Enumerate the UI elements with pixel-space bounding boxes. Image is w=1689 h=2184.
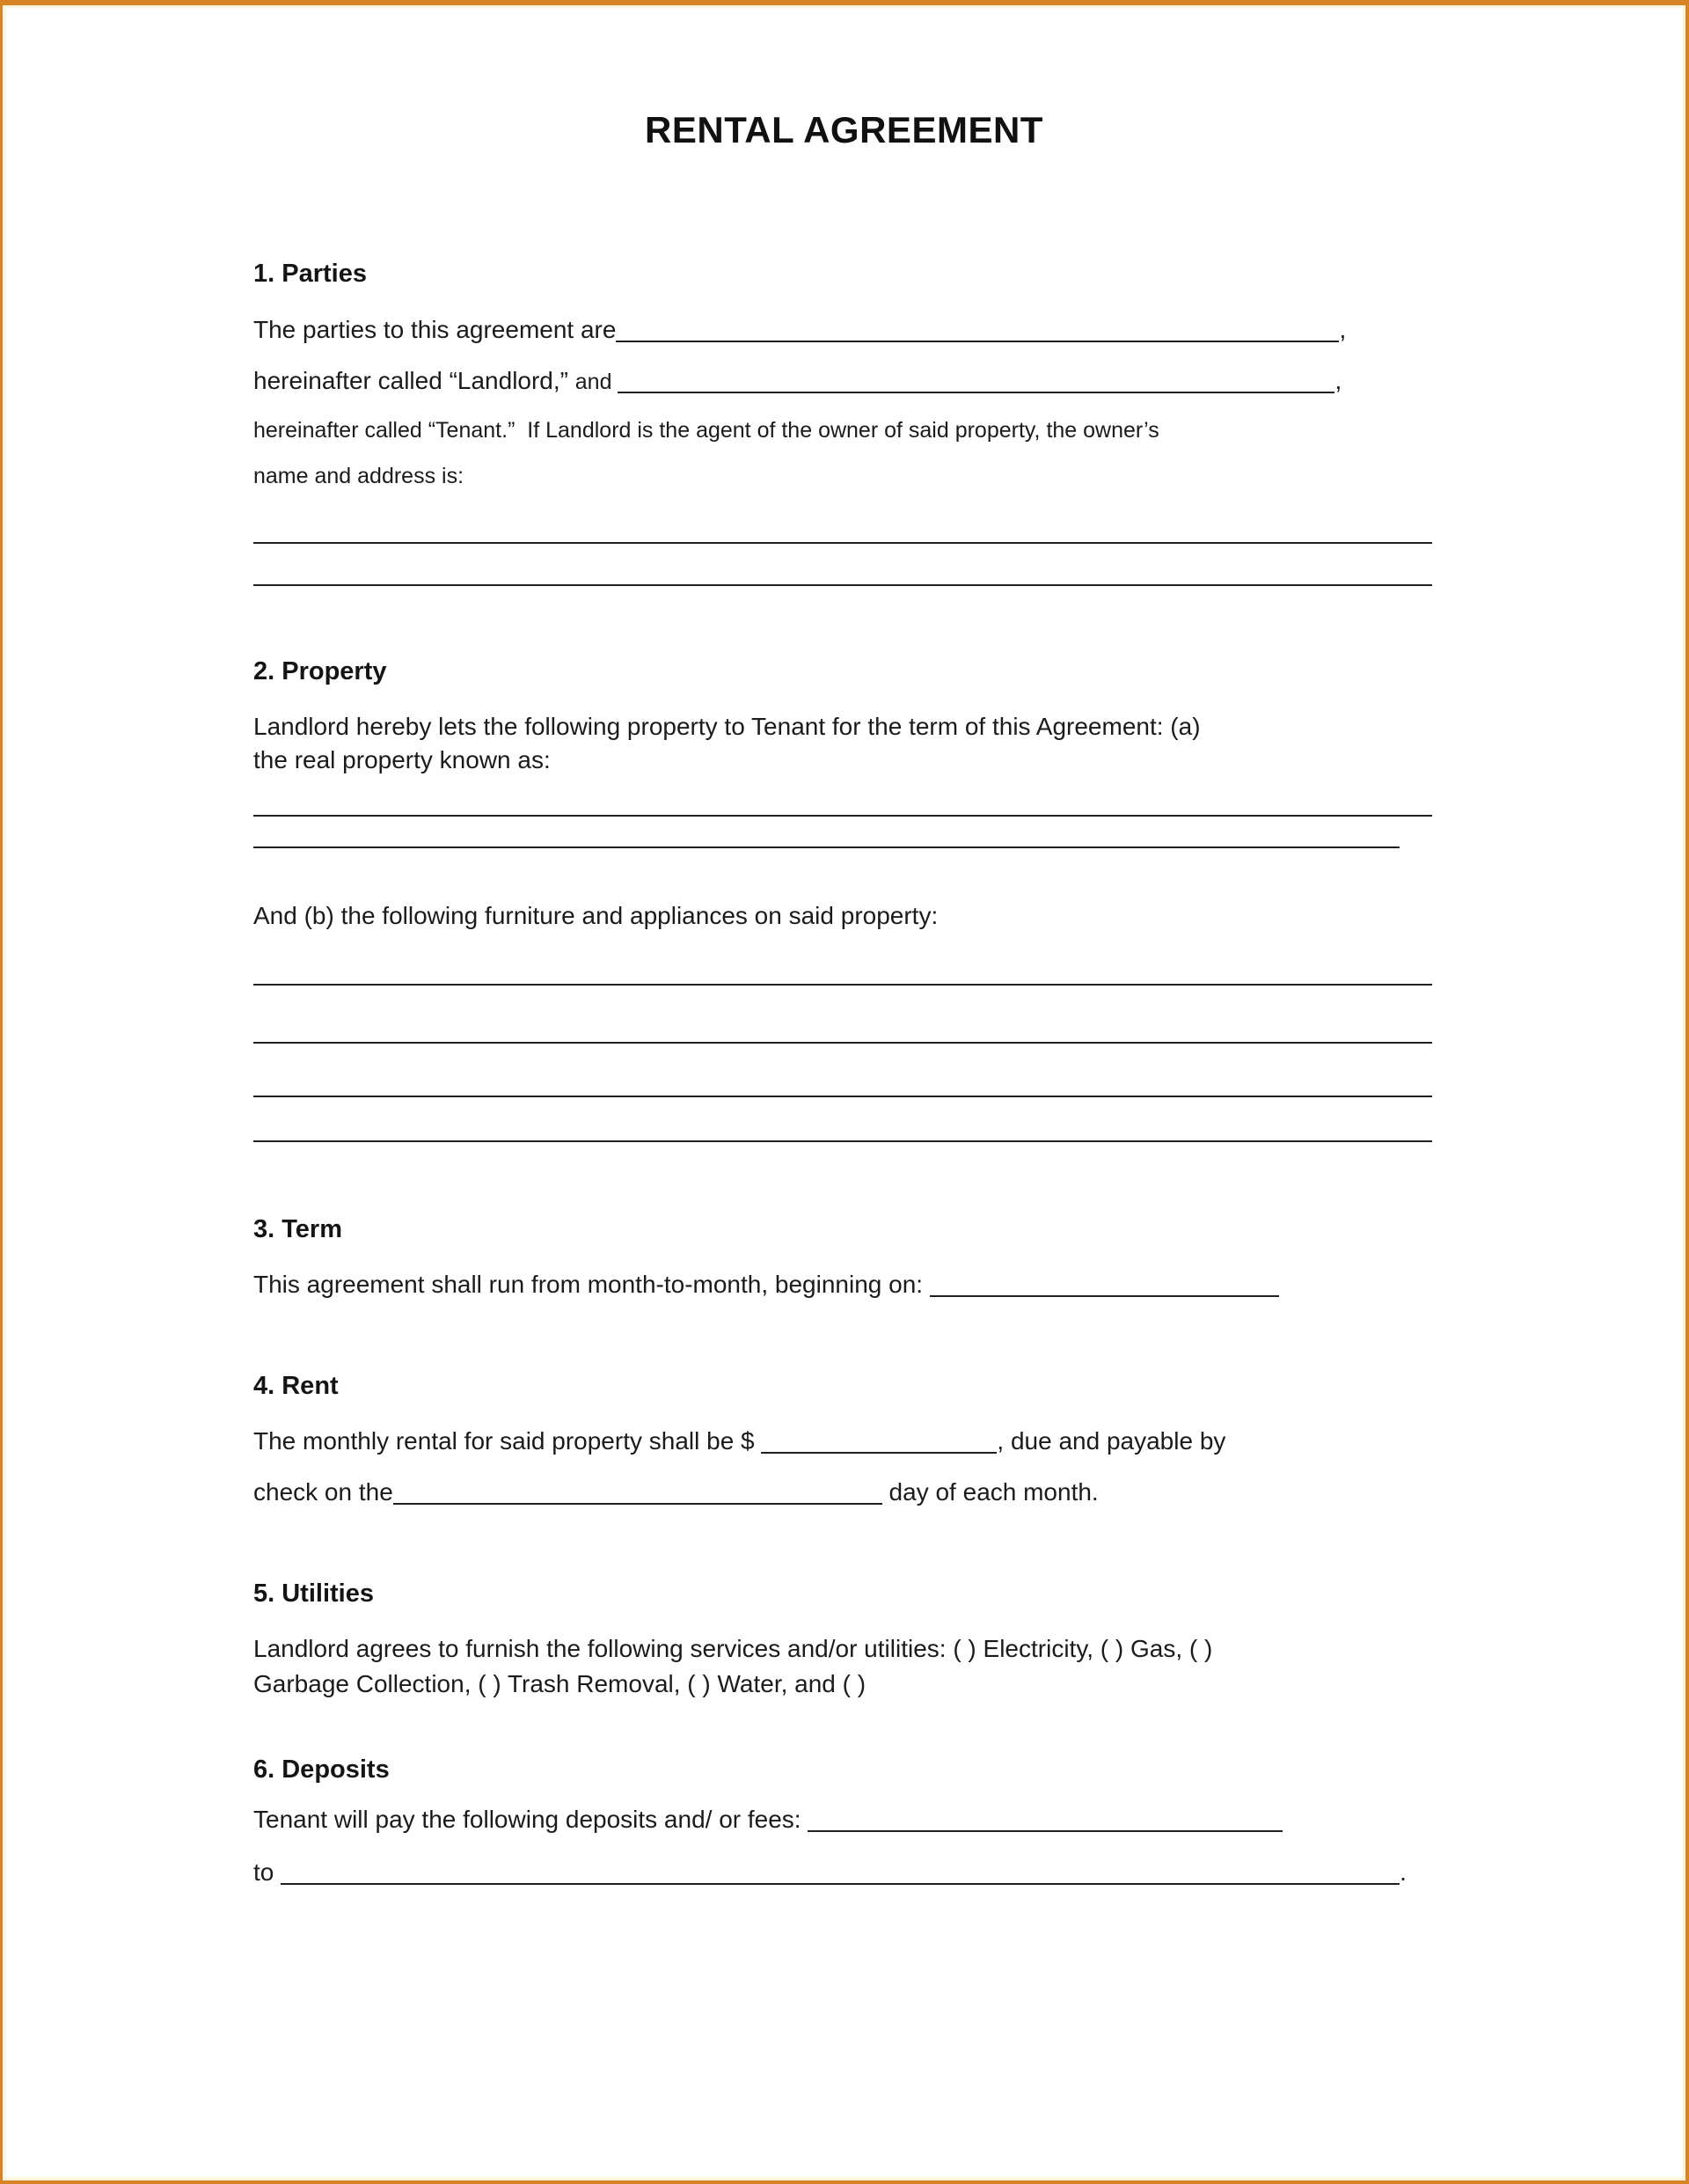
blank-rent-amount	[761, 1427, 997, 1454]
deposits-line-2-period: .	[1400, 1858, 1407, 1886]
blank-line-furniture-1	[253, 984, 1432, 986]
utilities-paragraph-line-1: Landlord agrees to furnish the following services and/or utilities: ( ) Electricity, ( ) Gas, ( )	[253, 1635, 1213, 1662]
section-heading-property: 2. Property	[253, 657, 387, 685]
rent-line-1	[253, 1426, 1225, 1456]
parties-line-3: hereinafter called “Tenant.” If Landlord is the agent of the owner of said property, the owner’s	[253, 418, 1159, 443]
blank-line-real-property-2	[253, 846, 1400, 848]
section-heading-rent: 4. Rent	[253, 1372, 339, 1400]
blank-landlord-names	[616, 316, 1339, 342]
utilities-paragraph-line-2: Garbage Collection, ( ) Trash Removal, ( ) Water, and ( )	[253, 1670, 866, 1697]
term-line	[253, 1270, 1279, 1300]
blank-tenant-names	[618, 367, 1334, 393]
parties-line-2-and: and	[574, 370, 618, 394]
section-heading-term: 3. Term	[253, 1215, 343, 1243]
rent-line-2-tail: day of each month.	[881, 1478, 1099, 1506]
property-furniture-intro: And (b) the following furniture and appliances on said property:	[253, 902, 939, 929]
deposits-line-1	[253, 1805, 1283, 1835]
parties-line-2-comma: ,	[1334, 367, 1342, 394]
blank-line-furniture-2	[253, 1042, 1432, 1044]
parties-line-1	[253, 315, 1346, 345]
blank-deposit-payee	[281, 1858, 1400, 1885]
blank-line-owner-address-2	[253, 584, 1432, 586]
parties-line-1-comma: ,	[1339, 316, 1347, 343]
deposits-line-1-text: Tenant will pay the following deposits and/ or fees:	[253, 1806, 808, 1833]
term-line-text: This agreement shall run from month-to-month, beginning on:	[253, 1271, 930, 1298]
document-title: RENTAL AGREEMENT	[645, 109, 1043, 150]
parties-line-4: name and address is:	[253, 464, 464, 488]
section-heading-utilities: 5. Utilities	[253, 1579, 374, 1608]
rent-line-2	[253, 1477, 1099, 1507]
blank-line-furniture-3	[253, 1096, 1432, 1097]
parties-line-1-text: The parties to this agreement are	[253, 316, 617, 343]
section-heading-parties: 1. Parties	[253, 260, 367, 288]
deposits-line-2	[253, 1858, 1407, 1887]
blank-line-owner-address-1	[253, 542, 1432, 544]
parties-line-2	[253, 366, 1342, 397]
blank-deposit-fees	[808, 1806, 1283, 1832]
blank-line-furniture-4	[253, 1140, 1432, 1142]
rent-line-1-text: The monthly rental for said property shall be $	[253, 1427, 762, 1455]
rent-line-2-text: check on the	[253, 1478, 393, 1506]
blank-payment-day	[393, 1478, 882, 1505]
parties-line-2-text: hereinafter called “Landlord,”	[253, 367, 575, 394]
deposits-line-2-text: to	[253, 1858, 282, 1886]
property-paragraph-line-2: the real property known as:	[253, 746, 551, 773]
blank-beginning-date	[930, 1271, 1279, 1297]
property-paragraph-line-1: Landlord hereby lets the following property to Tenant for the term of this Agreement: (a)	[253, 713, 1201, 740]
section-heading-deposits: 6. Deposits	[253, 1755, 390, 1784]
rent-line-1-tail: , due and payable by	[997, 1427, 1226, 1455]
blank-line-real-property-1	[253, 815, 1432, 817]
